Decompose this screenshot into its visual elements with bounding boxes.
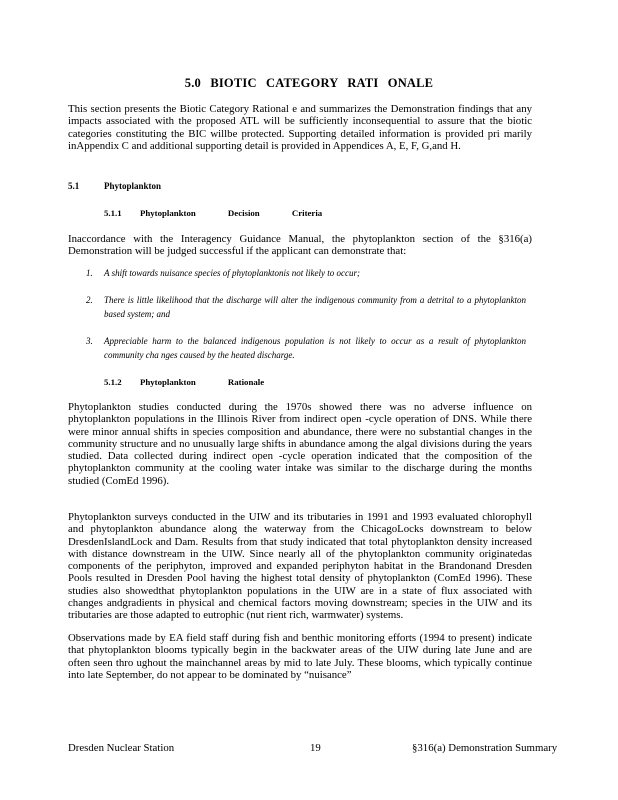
rationale-paragraph-3: Observations made by EA field staff during fish and benthic monitoring efforts (1994 to present) indicate that phytoplankton blooms typically begin in the backwater areas of the UIW during late June and are often seen thro ughout the mainchannel areas by mid to late July. These blooms, which typically continue into late September, do not appear to be dominated by “nuisance” bbox=[68, 632, 532, 681]
criterion-number: 2. bbox=[86, 295, 93, 305]
page-number: 19 bbox=[310, 742, 321, 754]
intro-paragraph: This section presents the Biotic Category Rational e and summarizes the Demonstration findings that any impacts associated with the proposed ATL will be sufficiently inconsequential to assure that the biotic categories constituting the BIC willbe protected. Supporting detailed information is provided pri marily inAppendix C and additional supporting detail is provided in Appendices A, E, F, G,and H. bbox=[68, 103, 532, 152]
rationale-paragraph-2: Phytoplankton surveys conducted in the UIW and its tributaries in 1991 and 1993 evaluated chlorophyll and phytoplankton abundance along the waterway from the ChicagoLocks downstream to below DresdenIslandLock and Dam. Results from that study indicated that total phytoplankton density increased with distance downstream in the UIW. Since nearly all of the phytoplankton community originatedas components of the periphyton, improved and expanded periphyton habitat in the Brandonand Dresden Pools resulted in Dresden Pool having the highest total density of phytoplankton (ComEd 1996). These studies also showedthat phytoplankton populations in the UIW are in a state of flux associated with changes andgradients in physical and chemical factors moving downstream; species in the UIW and its tributaries are those adapted to eutrophic (nut rient rich, warmwater) systems. bbox=[68, 511, 532, 622]
criterion-item bbox=[86, 334, 526, 362]
criterion-item bbox=[86, 293, 526, 321]
heading-number: 5.1.1 bbox=[104, 208, 122, 218]
heading-5-1 bbox=[68, 181, 161, 191]
criterion-text: There is little likelihood that the discharge will alter the indigenous community from a detrital to a phytoplankton based system; and bbox=[104, 295, 526, 319]
heading-label: Phytoplankton Rationale bbox=[140, 377, 265, 387]
heading-5-1-2 bbox=[104, 377, 264, 387]
heading-5-1-1 bbox=[104, 208, 322, 218]
footer-right: §316(a) Demonstration Summary bbox=[412, 742, 558, 754]
heading-label: Phytoplankton bbox=[104, 181, 162, 191]
heading-number: 5.1 bbox=[68, 181, 80, 191]
criterion-number: 3. bbox=[86, 336, 93, 346]
footer-left: Dresden Nuclear Station bbox=[68, 742, 175, 754]
section-title: 5.0 BIOTIC CATEGORY RATI ONALE bbox=[184, 76, 434, 90]
criterion-item bbox=[86, 266, 526, 280]
criterion-text: A shift towards nuisance species of phytoplanktonis not likely to occur; bbox=[104, 268, 360, 278]
heading-number: 5.1.2 bbox=[104, 377, 122, 387]
heading-label: Phytoplankton Decision Criteria bbox=[140, 208, 323, 218]
criterion-text: Appreciable harm to the balanced indigenous population is not likely to occur as a result of phytoplankton community cha nges caused by the heated discharge. bbox=[104, 336, 526, 360]
criteria-intro: Inaccordance with the Interagency Guidance Manual, the phytoplankton section of the §316(a) Demonstration will be judged successful if the applicant can demonstrate that: bbox=[68, 233, 532, 258]
criterion-number: 1. bbox=[86, 268, 93, 278]
rationale-paragraph-1: Phytoplankton studies conducted during the 1970s showed there was no adverse influence on phytoplankton populations in the Illinois River from indirect open -cycle operation of DNS. While there were minor annual shifts in species composition and abundance, there were no substantial changes in the community structure and no unusually large shifts in abundance among the algal divisions during the years studied. Data collected during indirect open -cycle operation indicated that the composition of the phytoplankton community at the cooling water intake was similar to the discharge during the months studied (ComEd 1996). bbox=[68, 401, 532, 487]
